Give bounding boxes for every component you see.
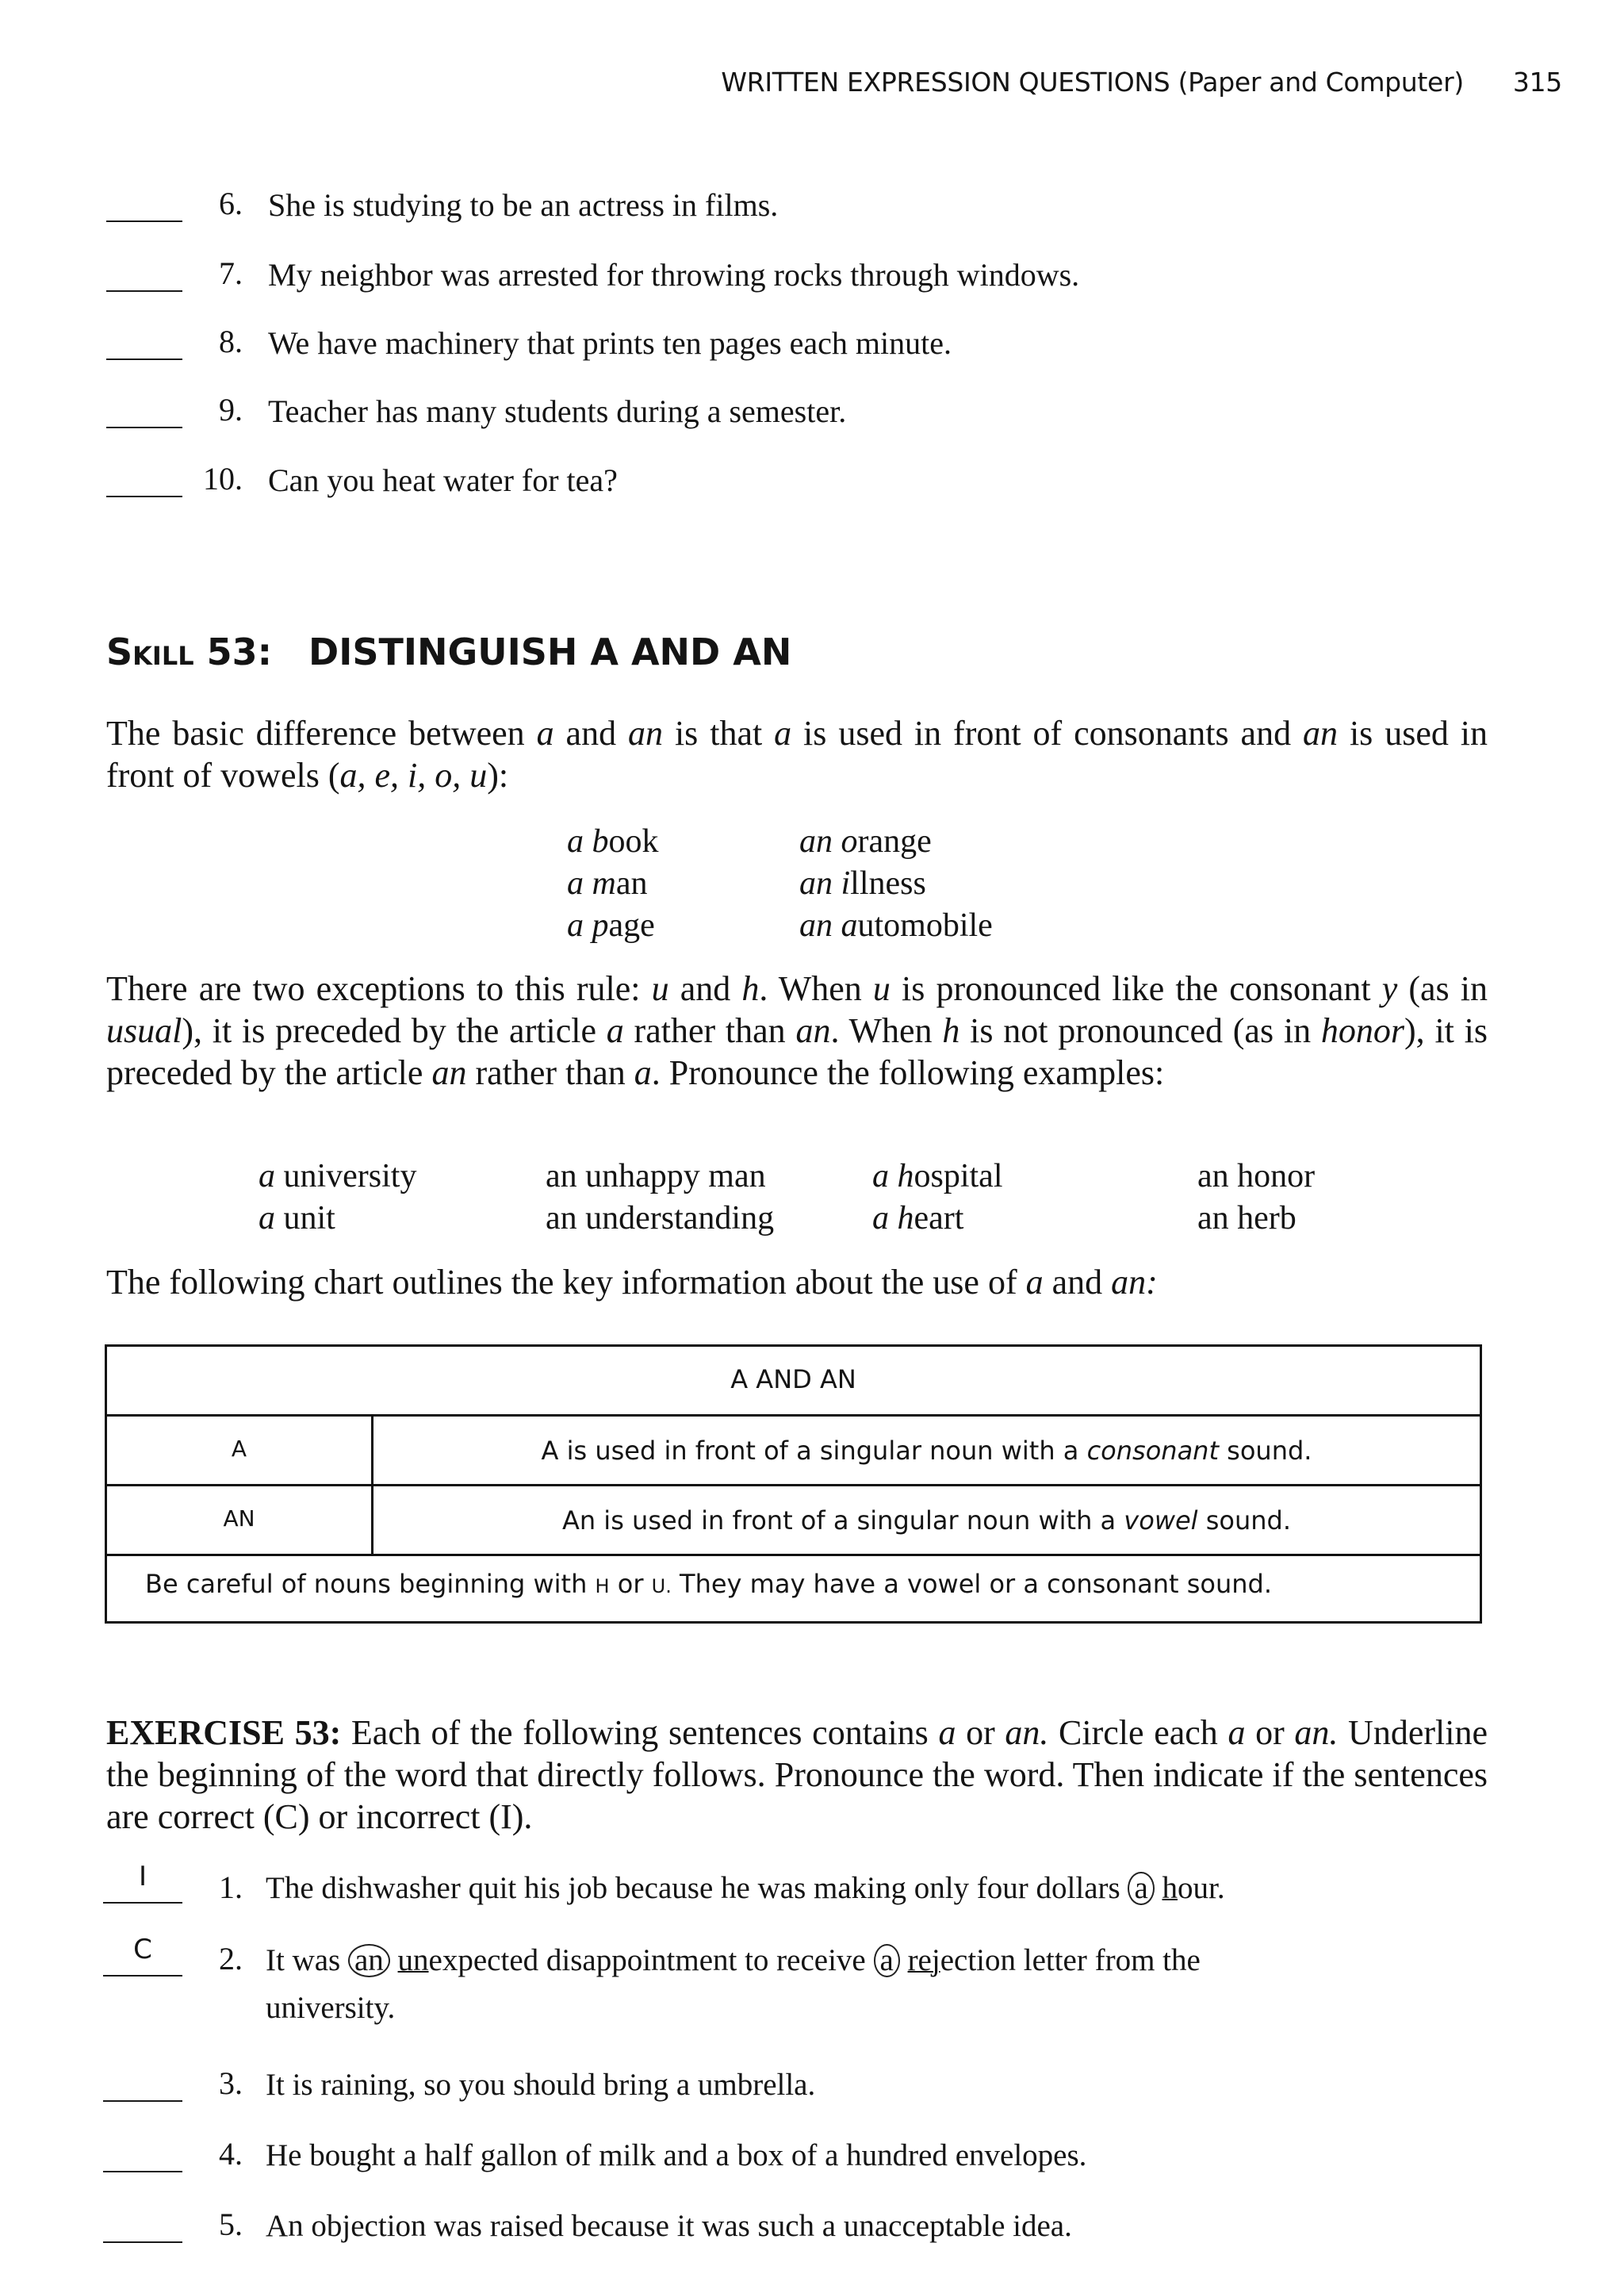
example-word: a unit (259, 1200, 335, 1237)
example-an: an automobile (799, 907, 993, 944)
item-text: It was an unexpected disappointment to receive a rejection letter from the (266, 1943, 1201, 1977)
exceptions-paragraph: There are two exceptions to this rule: u and h. When u is pronounced like the consonant y (as in usual), it is preceded by the article a rather than an. When h is not pronounced (as in honor), it is preceded by the article an rather than a. Pronounce the following examples: (106, 969, 1488, 1092)
chart-row-a (107, 1417, 1480, 1486)
example-word: a hospital (872, 1158, 1003, 1194)
running-head (0, 67, 1562, 98)
item-number: 10. (203, 461, 243, 497)
item-number: 7. (219, 255, 243, 291)
chart-row-label: A (231, 1436, 247, 1462)
chart-title: A AND AN (730, 1364, 856, 1394)
skill-heading (106, 631, 791, 673)
example-word: an honor (1197, 1158, 1316, 1194)
item-number: 6. (219, 186, 243, 221)
circled-article: an (348, 1944, 390, 1977)
example-word: an understanding (546, 1200, 775, 1237)
exercise-instructions: EXERCISE 53: Each of the following sentences contains a or an. Circle each a or an. Underline the beginning of the word that directly follows. Pronounce the word. Then indicate if the sentences are correct (C) or incorrect (I). (106, 1713, 1488, 1836)
answer-blank[interactable] (103, 2241, 182, 2243)
item-text-continued: university. (266, 1991, 396, 2025)
underlined-beginning: un (397, 1943, 429, 1977)
item-text: She is studying to be an actress in films. (268, 187, 779, 223)
item-number: 2. (219, 1941, 243, 1977)
chart-row-text: An is used in front of a singular noun with a vowel sound. (561, 1505, 1292, 1536)
page-number: 315 (1512, 67, 1562, 98)
answer-blank[interactable] (103, 2100, 182, 2102)
underlined-beginning: rej (907, 1943, 940, 1977)
chart-row-text: A is used in front of a singular noun with a consonant sound. (541, 1436, 1312, 1466)
answer-blank[interactable] (106, 290, 182, 292)
item-number: 3. (219, 2065, 243, 2101)
chart-divider (371, 1417, 373, 1554)
answer-blank[interactable] (106, 220, 182, 222)
chart-row-an (107, 1486, 1480, 1556)
answer-mark: I (138, 1861, 147, 1892)
chart-note: Be careful of nouns beginning with H or U. They may have a vowel or a consonant sound. (145, 1569, 1273, 1599)
skill-label: Skill 53: (106, 631, 273, 673)
answer-blank[interactable] (106, 358, 182, 360)
chart-title-row (107, 1347, 1480, 1417)
a-an-chart (105, 1344, 1482, 1624)
answer-blank[interactable] (103, 1902, 182, 1904)
answer-blank[interactable] (103, 1975, 182, 1977)
item-number: 8. (219, 324, 243, 359)
answer-blank[interactable] (106, 427, 182, 428)
example-word: a university (259, 1158, 417, 1194)
example-a: a book (567, 823, 659, 860)
item-number: 9. (219, 392, 243, 428)
circled-article: a (874, 1944, 900, 1977)
example-an: an orange (799, 823, 932, 860)
chart-intro: The following chart outlines the key information about the use of a and an: (106, 1263, 1158, 1302)
example-a: a page (567, 907, 655, 944)
example-word: an unhappy man (546, 1158, 766, 1194)
example-word: an herb (1197, 1200, 1297, 1237)
answer-blank[interactable] (106, 496, 182, 497)
item-number: 1. (219, 1869, 243, 1905)
item-number: 5. (219, 2207, 243, 2242)
circled-article: a (1128, 1872, 1154, 1905)
example-an: an illness (799, 865, 926, 902)
running-title: WRITTEN EXPRESSION QUESTIONS (Paper and Computer) (721, 67, 1464, 98)
skill-title: DISTINGUISH A AND AN (308, 631, 792, 673)
item-text: An objection was raised because it was such a unacceptable idea. (266, 2209, 1072, 2243)
item-text: Teacher has many students during a semester. (268, 393, 847, 429)
item-text: He bought a half gallon of milk and a box of a hundred envelopes. (266, 2138, 1087, 2172)
example-word: a heart (872, 1200, 964, 1237)
intro-paragraph: The basic difference between a and an is that a is used in front of consonants and an is used in front of vowels (a, e, i, o, u): (106, 714, 1488, 795)
item-text: It is raining, so you should bring a umbrella. (266, 2068, 816, 2102)
underlined-beginning: h (1162, 1871, 1178, 1905)
item-number: 4. (219, 2136, 243, 2172)
item-text: My neighbor was arrested for throwing rocks through windows. (268, 257, 1080, 293)
item-text: We have machinery that prints ten pages each minute. (268, 325, 952, 361)
item-text: The dishwasher quit his job because he was making only four dollars a hour. (266, 1871, 1225, 1905)
answer-blank[interactable] (103, 2171, 182, 2172)
answer-mark: C (133, 1934, 152, 1965)
chart-row-label: AN (223, 1505, 255, 1532)
item-text: Can you heat water for tea? (268, 462, 618, 498)
example-a: a man (567, 865, 648, 902)
